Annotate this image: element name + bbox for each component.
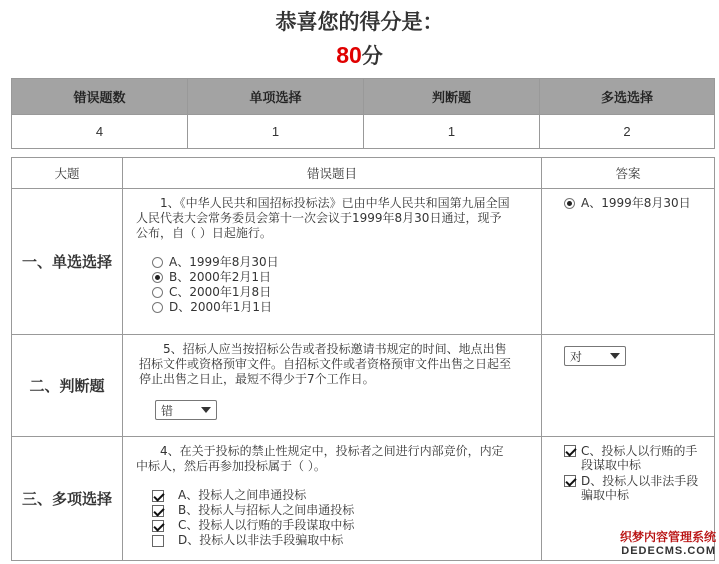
single-answer: A、1999年8月30日 [564,196,714,211]
summary-value-single: 1 [188,115,364,149]
multi-answer-c: C、投标人以行贿的手段谋取中标 [564,444,702,472]
single-question-text: 1、《中华人民共和国招标投标法》已由中华人民共和国第九届全国人民代表大会常务委员会第十一次会议于1999年8月30日通过，现予公布，自（ ）日起施行。 [136,196,510,240]
summary-value-judge: 1 [364,115,540,149]
judge-question-cell [123,335,542,437]
single-choice-row [12,189,715,335]
single-option-b[interactable]: B、2000年2月1日 [152,270,511,285]
radio-icon[interactable] [152,302,163,313]
single-answer-cell [542,189,715,335]
summary-header-multi: 多选选择 [540,79,715,115]
multi-option-c[interactable]: C、投标人以行贿的手段谋取中标 [152,518,511,533]
score-value: 80 [336,42,362,68]
summary-value-multi: 2 [540,115,715,149]
summary-header-judge: 判断题 [364,79,540,115]
summary-header-errors: 错误题数 [12,79,188,115]
single-option-d[interactable]: D、2000年1月1日 [152,300,511,315]
score-line [0,40,719,70]
multi-options [136,488,511,548]
summary-header-single: 单项选择 [188,79,364,115]
single-options [136,255,511,315]
score-unit: 分 [361,43,383,68]
radio-icon[interactable] [152,287,163,298]
score-title: 恭喜您的得分是： [275,9,444,34]
checkbox-checked-icon [564,475,576,487]
chevron-down-icon [201,407,211,413]
watermark-line1: 织梦内容管理系统 [619,530,716,544]
single-option-a[interactable]: A、1999年8月30日 [152,255,511,270]
judge-answer-select[interactable]: 对 [564,346,626,366]
judge-row [12,335,715,437]
watermark-logo [604,528,716,562]
multi-question-text: 4、在关于投标的禁止性规定中，投标者之间进行内部竞价，内定中标人，然后再参加投标属于（ ）。 [136,444,504,473]
radio-icon[interactable] [152,257,163,268]
detail-table [11,157,715,561]
judge-section-label: 二、判断题 [12,335,123,437]
watermark-line2: DEDECMS.COM [621,545,716,557]
summary-value-errors: 4 [12,115,188,149]
detail-header-section: 大题 [12,158,123,189]
radio-selected-icon [564,198,575,209]
detail-header-answer: 答案 [542,158,715,189]
chevron-down-icon [610,353,620,359]
judge-question-text: 5、招标人应当按招标公告或者投标邀请书规定的时间、地点出售招标文件或资格预审文件。自招标文件或者资格预审文件出售之日起至停止出售之日止，最短不得少于7个工作日。 [139,342,512,386]
detail-header-question: 错误题目 [123,158,542,189]
checkbox-checked-icon[interactable] [152,505,164,517]
multi-option-d[interactable]: D、投标人以非法手段骗取中标 [152,533,511,548]
multi-option-a[interactable]: A、投标人之间串通投标 [152,488,511,503]
checkbox-checked-icon [564,445,576,457]
multi-option-b[interactable]: B、投标人与招标人之间串通投标 [152,503,511,518]
summary-table [11,78,715,149]
single-section-label: 一、单选选择 [12,189,123,335]
single-question-cell [123,189,542,335]
judge-answer-cell [542,335,715,437]
multi-question-cell [123,437,542,561]
multi-answer-d: D、投标人以非法手段骗取中标 [564,474,702,502]
multi-section-label: 三、多项选择 [12,437,123,561]
judge-user-select[interactable]: 错 [155,400,217,420]
checkbox-checked-icon[interactable] [152,520,164,532]
radio-selected-icon[interactable] [152,272,163,283]
single-option-c[interactable]: C、2000年1月8日 [152,285,511,300]
checkbox-checked-icon[interactable] [152,490,164,502]
checkbox-icon[interactable] [152,535,164,547]
